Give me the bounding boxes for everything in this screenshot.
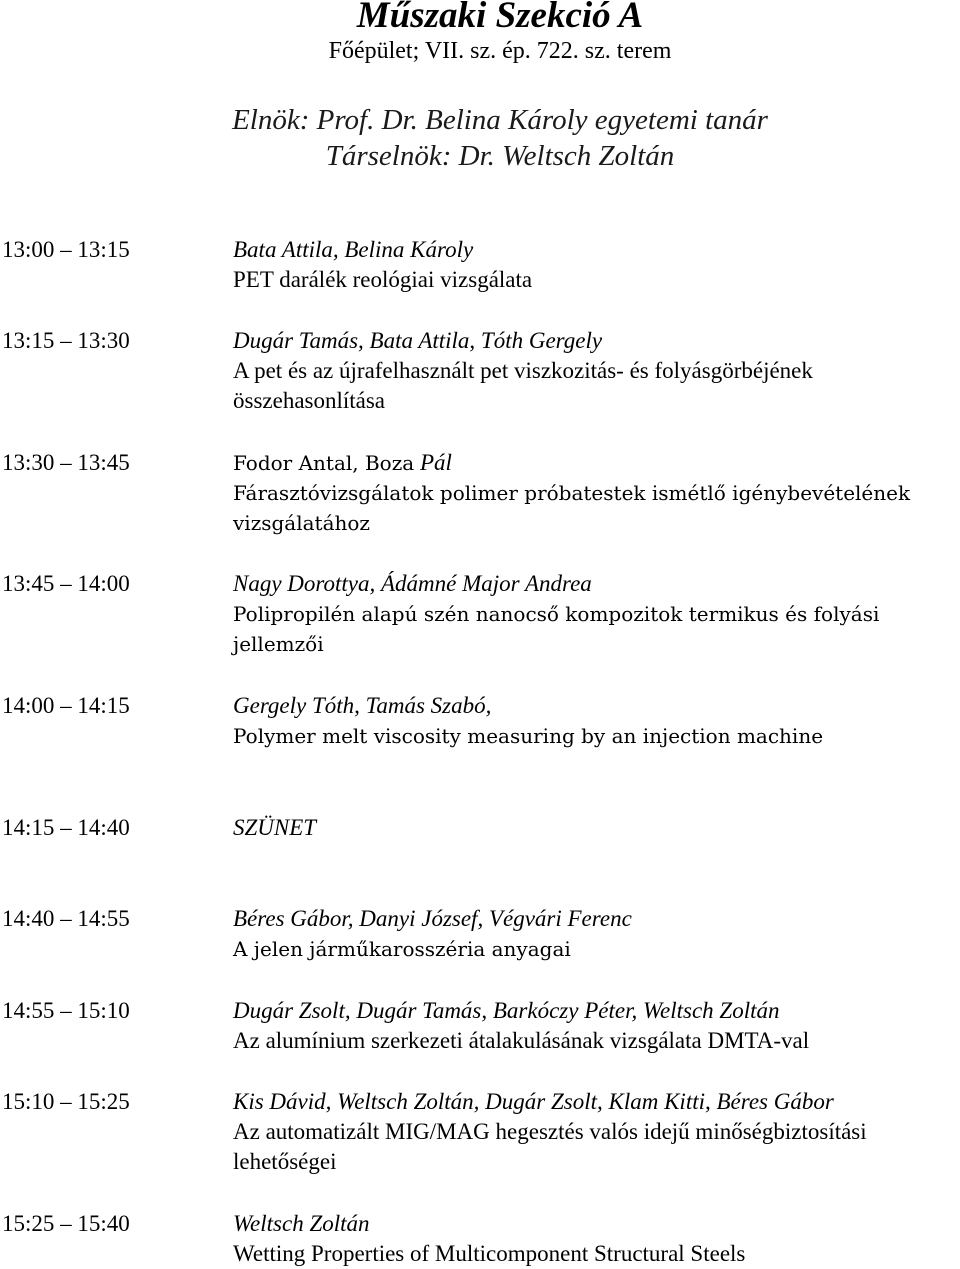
slot-authors: Gergely Tóth, Tamás Szabó, bbox=[233, 693, 492, 718]
slot-time: 14:40 – 14:55 bbox=[2, 906, 130, 931]
slot-break-label: SZÜNET bbox=[233, 815, 317, 840]
slot-time: 14:55 – 15:10 bbox=[2, 998, 130, 1023]
slot-content bbox=[233, 235, 960, 295]
chair-line: Elnök: Prof. Dr. Belina Károly egyetemi tanár bbox=[232, 104, 768, 136]
slot-authors: Béres Gábor, Danyi József, Végvári Ferenc bbox=[233, 906, 632, 931]
slot-authors: Nagy Dorottya, Ádámné Major Andrea bbox=[233, 571, 592, 596]
slot-time: 15:10 – 15:25 bbox=[2, 1089, 130, 1114]
slot-authors-plain: Fodor Antal, Boza bbox=[233, 451, 415, 475]
slot-paper-title: Az automatizált MIG/MAG hegesztés valós idejű minőségbiztosítási lehetőségei bbox=[233, 1119, 867, 1174]
slot-paper-title: Az alumínium szerkezeti átalakulásának vizsgálata DMTA-val bbox=[233, 1028, 810, 1053]
slot-time: 13:00 – 13:15 bbox=[2, 237, 130, 262]
slot-time: 13:30 – 13:45 bbox=[2, 450, 130, 475]
slot-authors: Weltsch Zoltán bbox=[233, 1211, 370, 1236]
slot-authors: Kis Dávid, Weltsch Zoltán, Dugár Zsolt, Klam Kitti, Béres Gábor bbox=[233, 1089, 834, 1114]
slot-content bbox=[233, 813, 960, 843]
slot-content bbox=[233, 691, 960, 751]
slot-paper-title: A jelen járműkarosszéria anyagai bbox=[233, 937, 571, 961]
slot-authors: Dugár Tamás, Bata Attila, Tóth Gergely bbox=[233, 328, 603, 353]
slot-paper-title: Polymer melt viscosity measuring by an injection machine bbox=[233, 724, 824, 748]
slot-time: 14:00 – 14:15 bbox=[2, 693, 130, 718]
slot-time: 13:15 – 13:30 bbox=[2, 328, 130, 353]
slot-content bbox=[233, 904, 960, 964]
section-title: Műszaki Szekció A bbox=[356, 0, 644, 36]
slot-content bbox=[233, 1209, 960, 1269]
location-line: Főépület; VII. sz. ép. 722. sz. terem bbox=[328, 38, 672, 64]
slot-content bbox=[233, 569, 960, 659]
slot-time: 13:45 – 14:00 bbox=[2, 571, 130, 596]
slot-authors bbox=[233, 450, 452, 475]
slot-paper-title: Fárasztóvizsgálatok polimer próbatestek ismétlő igénybevételének vizsgálatához bbox=[233, 481, 911, 535]
slot-authors: Dugár Zsolt, Dugár Tamás, Barkóczy Péter, Weltsch Zoltán bbox=[233, 998, 780, 1023]
slot-content bbox=[233, 326, 960, 416]
slot-paper-title: Polipropilén alapú szén nanocső kompozitok termikus és folyási jellemzői bbox=[233, 602, 880, 656]
slot-paper-title: Wetting Properties of Multicomponent Structural Steels bbox=[233, 1241, 746, 1266]
slot-content bbox=[233, 996, 960, 1056]
slot-content bbox=[233, 1087, 960, 1177]
cochair-line: Társelnök: Dr. Weltsch Zoltán bbox=[325, 140, 675, 172]
slot-paper-title: PET darálék reológiai vizsgálata bbox=[233, 267, 533, 292]
slot-authors-italic: Pál bbox=[419, 450, 452, 475]
slot-time: 14:15 – 14:40 bbox=[2, 815, 130, 840]
slot-content bbox=[233, 448, 960, 538]
slot-time: 15:25 – 15:40 bbox=[2, 1211, 130, 1236]
slot-paper-title: A pet és az újrafelhasznált pet viszkozitás- és folyásgörbéjének összehasonlítása bbox=[233, 358, 813, 413]
slot-authors: Bata Attila, Belina Károly bbox=[233, 237, 474, 262]
